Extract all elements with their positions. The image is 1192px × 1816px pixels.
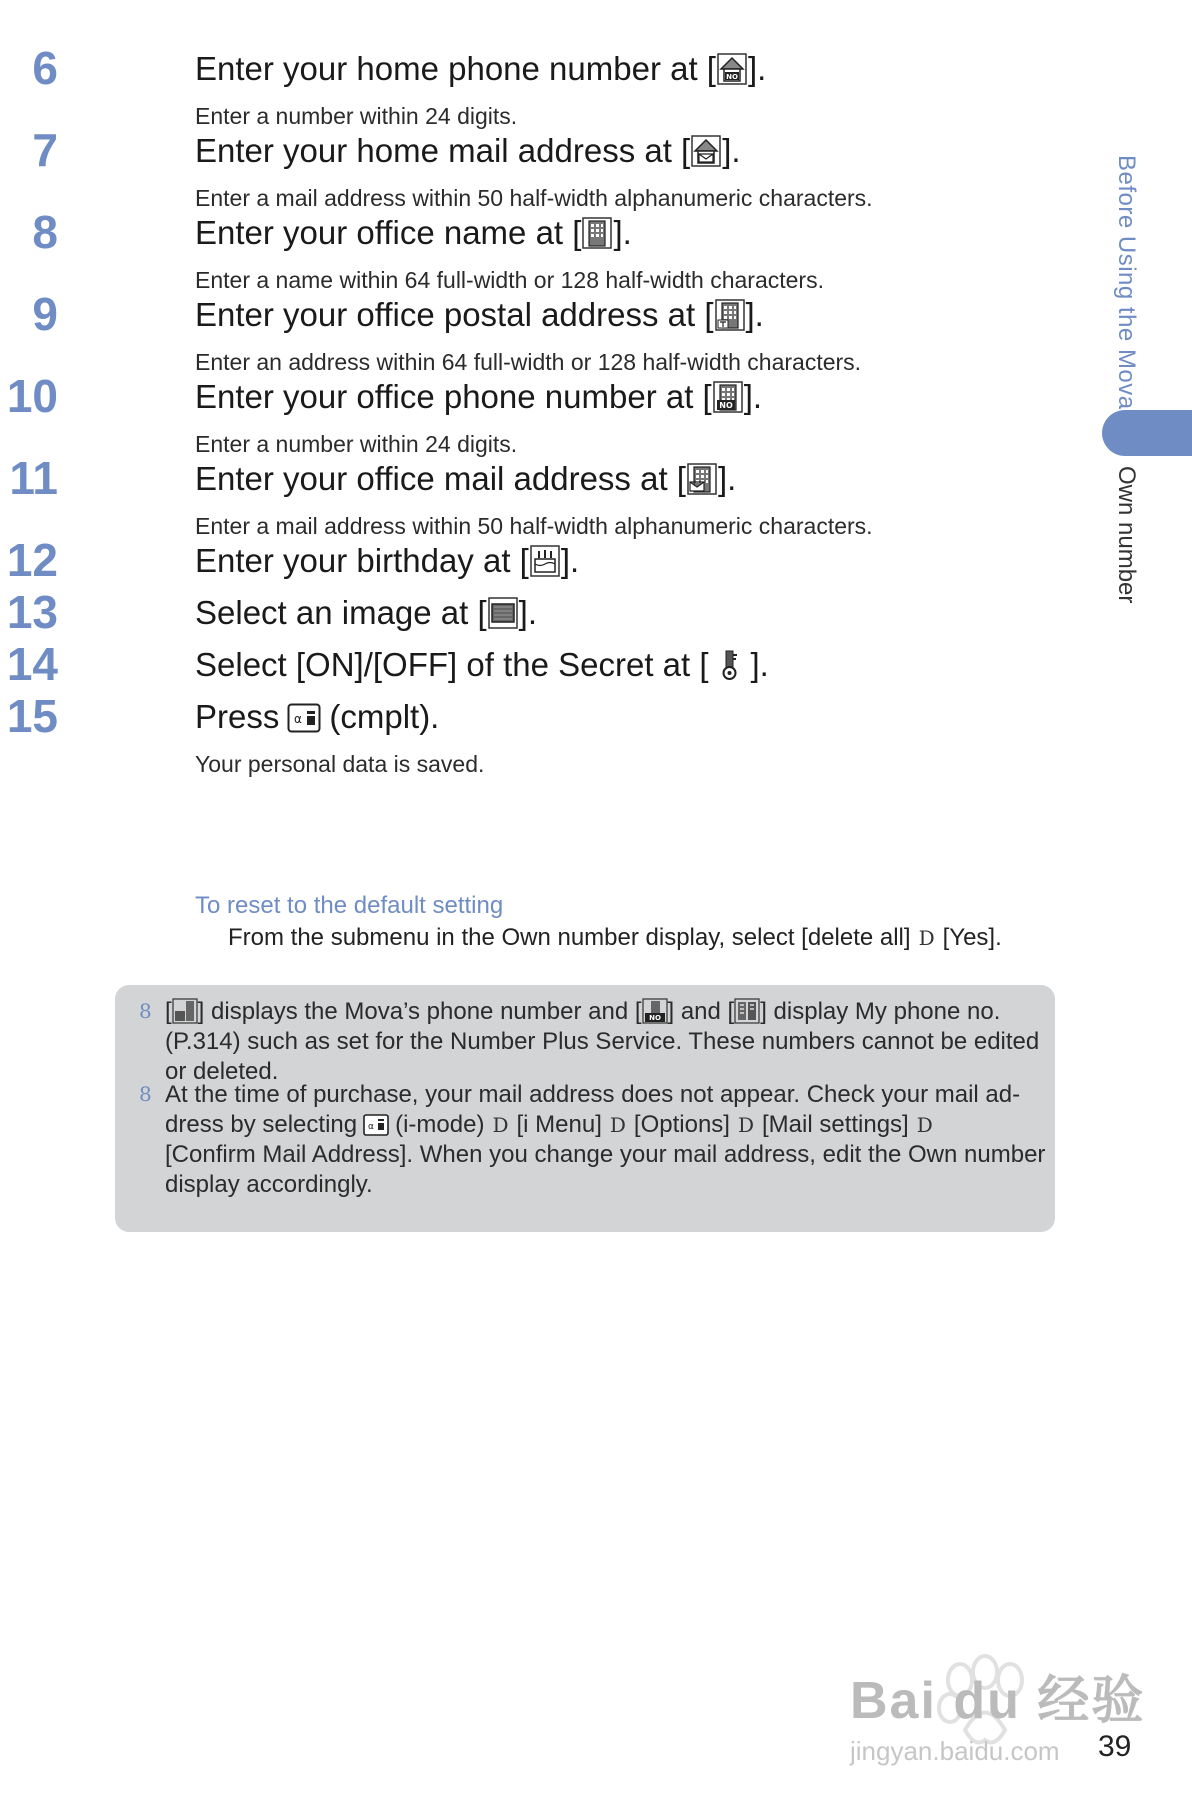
note-text: At the time of purchase, your mail address does not appear. Check your mail ad-	[165, 1081, 1021, 1108]
note-text: (P.314) such as set for the Number Plus Service. These numbers cannot be edited	[165, 1028, 1040, 1055]
office-icon	[582, 217, 612, 249]
i-mode-key-icon	[363, 1114, 389, 1136]
note-text: [Options]	[633, 1111, 730, 1138]
birthday-cake-icon	[530, 545, 560, 577]
watermark-url: jingyan.baidu.com	[850, 1736, 1060, 1766]
step-text: Enter your home mail address at [	[195, 132, 691, 169]
note-text: ] and [	[667, 998, 735, 1025]
step-description: Enter a name within 64 full-width or 128 half-width characters.	[195, 267, 824, 293]
step-description: Enter a number within 24 digits.	[195, 103, 518, 129]
step-description: Enter an address within 64 full-width or 128 half-width characters.	[195, 349, 862, 375]
note-text: ] display My phone no.	[760, 998, 1001, 1025]
watermark-logo: Bai du 经验	[850, 1672, 1146, 1730]
note-text: ] displays the Mova’s phone number and [	[197, 998, 642, 1025]
note-bullet: 8	[139, 999, 152, 1023]
svg-text:α: α	[294, 712, 303, 726]
step-number: 11	[9, 452, 58, 504]
step-title	[195, 379, 762, 415]
note-2	[165, 1080, 1046, 1200]
step-number: 15	[6, 690, 58, 742]
my-phone-no-alt-icon	[734, 998, 760, 1024]
svg-text:NO: NO	[718, 401, 733, 410]
step-text-end: ].	[518, 594, 538, 631]
step-text-end: ].	[743, 378, 763, 415]
note-text: display accordingly.	[165, 1171, 373, 1198]
sidebar-section-title: Before Using the Mova	[1113, 155, 1140, 410]
arrow-icon: D	[918, 926, 935, 950]
step-title	[195, 461, 736, 497]
step-number: 8	[32, 206, 58, 258]
office-phone-icon	[713, 381, 743, 413]
step-text: Select an image at [	[195, 594, 487, 631]
step-title	[195, 543, 579, 579]
step-text-end: ].	[717, 460, 737, 497]
home-phone-icon	[717, 53, 747, 85]
step-text: Enter your office postal address at [	[195, 296, 714, 333]
step-text-end: ].	[745, 296, 764, 333]
step-text: Enter your office phone number at [	[195, 378, 712, 415]
step-number: 10	[6, 370, 58, 422]
note-box	[115, 985, 1055, 1232]
reset-heading: To reset to the default setting	[195, 892, 504, 919]
note-bullet: 8	[139, 1082, 152, 1106]
step-text: Enter your home phone number at [	[195, 50, 716, 87]
office-mail-icon	[687, 463, 717, 495]
image-icon	[488, 597, 518, 629]
step-number: 9	[32, 288, 58, 340]
step-title	[195, 133, 741, 169]
step-text-end: ].	[613, 214, 632, 251]
note-text: [Mail settings]	[762, 1111, 909, 1138]
note-text: [	[165, 998, 172, 1025]
mova-phone-icon	[172, 998, 198, 1024]
step-text: Select [ON]/[OFF] of the Secret at [	[195, 646, 709, 683]
step-title	[195, 647, 769, 683]
step-number: 7	[32, 124, 58, 176]
reset-instructions	[228, 924, 1002, 952]
note-1	[165, 997, 1040, 1087]
step-text: Press	[195, 698, 280, 735]
svg-text:α: α	[368, 1122, 375, 1132]
step-description: Enter a mail address within 50 half-width alphanumeric characters.	[195, 513, 873, 539]
sidebar-page-label: Own number	[1113, 466, 1140, 604]
step-text-end: ].	[722, 132, 741, 169]
step-title	[195, 699, 439, 735]
step-text: Enter your office name at [	[195, 214, 582, 251]
step-text-end: ].	[750, 646, 769, 683]
reset-text: From the submenu in the Own number display, select [delete all]	[228, 924, 911, 951]
step-title	[195, 215, 632, 251]
step-title	[195, 595, 537, 631]
sidebar-tab	[1102, 410, 1192, 456]
step-text-end: ].	[560, 542, 580, 579]
note-text: [i Menu]	[516, 1111, 602, 1138]
step-title	[195, 51, 766, 87]
arrow-icon: D	[916, 1113, 933, 1137]
step-number: 14	[6, 638, 58, 690]
step-description: Enter a mail address within 50 half-width alphanumeric characters.	[195, 185, 873, 211]
note-text: [Confirm Mail Address]. When you change your mail address, edit the Own number	[165, 1141, 1046, 1168]
reset-text-end: [Yes].	[942, 924, 1002, 951]
my-phone-no-icon	[642, 998, 668, 1024]
secret-key-icon	[715, 649, 745, 681]
home-mail-icon	[691, 135, 721, 167]
step-description: Your personal data is saved.	[195, 751, 485, 777]
step-description: Enter a number within 24 digits.	[195, 431, 518, 457]
step-number: 13	[6, 586, 58, 638]
office-postal-icon	[715, 299, 745, 331]
note-text: (i-mode)	[395, 1111, 485, 1138]
step-text: Enter your office mail address at [	[195, 460, 686, 497]
i-mode-key-icon	[287, 703, 321, 733]
page-number: 39	[1098, 1730, 1132, 1763]
arrow-icon: D	[492, 1113, 509, 1137]
note-text: or deleted.	[165, 1058, 279, 1085]
step-text-end: (cmplt).	[329, 698, 440, 735]
step-text-end: ].	[747, 50, 767, 87]
arrow-icon: D	[737, 1113, 754, 1137]
svg-text:NO: NO	[648, 1014, 661, 1022]
step-text: Enter your birthday at [	[195, 542, 529, 579]
svg-text:NO: NO	[726, 73, 738, 81]
note-text: dress by selecting	[165, 1111, 358, 1138]
step-number: 6	[32, 42, 58, 94]
step-title	[195, 297, 764, 333]
arrow-icon: D	[609, 1113, 626, 1137]
step-number: 12	[6, 534, 58, 586]
